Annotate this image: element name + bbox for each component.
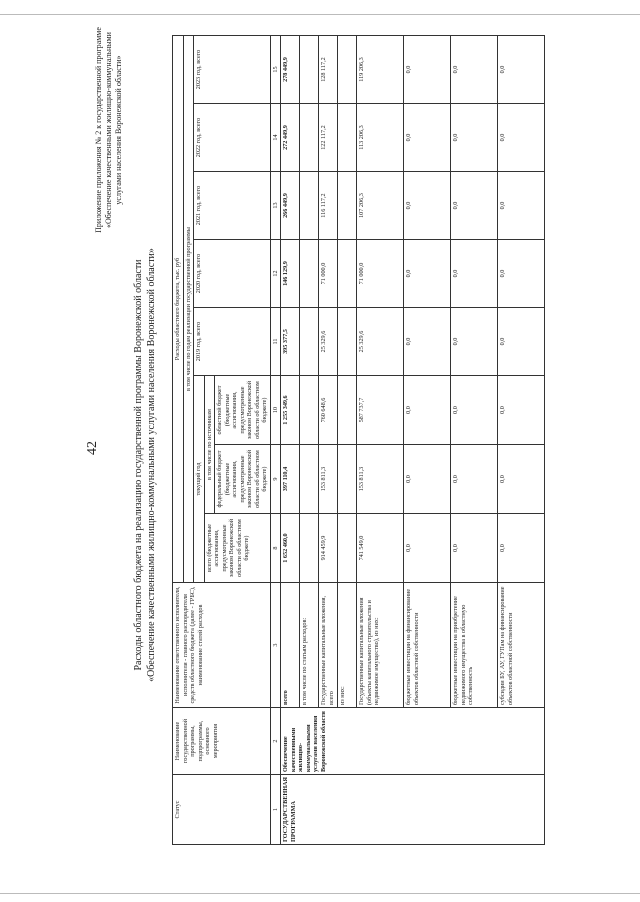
document-title bbox=[132, 195, 158, 735]
row-label: из них: bbox=[338, 583, 357, 708]
value-cell: 1 255 349,6 bbox=[281, 376, 300, 445]
header-executor: Наименование ответственного исполнителя, исполнителя - главного распорядителя средств областного бюджета (далее - ГРБС), наименование статей расходов bbox=[173, 583, 271, 708]
status-cell: ГОСУДАРСТВЕННАЯ ПРОГРАММА bbox=[281, 775, 545, 845]
column-number-2: 2 bbox=[270, 708, 281, 775]
value-cell: 0,0 bbox=[404, 376, 451, 445]
row-label: бюджетные инвестиции на финансирование объектов областной собственности bbox=[404, 583, 451, 708]
value-cell: 0,0 bbox=[451, 308, 498, 376]
header-status: Статус bbox=[173, 775, 271, 845]
header-total: всего (бюджетные ассигнования, предусмотренные законом Воронежской области об областном бюджете) bbox=[204, 514, 270, 583]
value-cell: 122 117,2 bbox=[319, 104, 338, 172]
value-cell bbox=[338, 445, 357, 514]
appendix-note: Приложение приложения № 2 к государственной программе «Обеспечение качественными жилищно-коммунальными услугами населения Воронежской области» bbox=[94, 27, 123, 233]
row-label: субсидии БУ, АУ, ГУПам на финансирование объектов областной собственности bbox=[498, 583, 545, 708]
row-label: всего bbox=[281, 583, 300, 708]
column-numbers-row bbox=[270, 36, 281, 845]
value-cell bbox=[338, 240, 357, 308]
title-line-2: «Обеспечение качественными жилищно-коммунальными услугами населения Воронежской области» bbox=[146, 248, 157, 682]
value-cell: 25 329,6 bbox=[357, 308, 404, 376]
value-cell: 0,0 bbox=[451, 104, 498, 172]
value-cell: 119 206,3 bbox=[357, 36, 404, 104]
value-cell: 272 449,9 bbox=[281, 104, 300, 172]
value-cell: 71 000,0 bbox=[319, 240, 338, 308]
column-number-14: 14 bbox=[270, 104, 281, 172]
header-2022: 2022 год, всего bbox=[194, 104, 271, 172]
value-cell bbox=[300, 240, 319, 308]
value-cell: 587 737,7 bbox=[357, 376, 404, 445]
value-cell: 153 811,3 bbox=[319, 445, 338, 514]
column-number-8: 8 bbox=[270, 514, 281, 583]
header-by-years: в том числе по годам реализации государственной программы bbox=[183, 36, 194, 583]
value-cell: 0,0 bbox=[404, 36, 451, 104]
expenses-table bbox=[172, 35, 545, 845]
value-cell bbox=[338, 104, 357, 172]
header-by-sources: в том числе по источникам bbox=[204, 376, 215, 514]
value-cell: 0,0 bbox=[451, 445, 498, 514]
value-cell: 0,0 bbox=[404, 514, 451, 583]
value-cell: 128 117,2 bbox=[319, 36, 338, 104]
value-cell: 146 129,9 bbox=[281, 240, 300, 308]
value-cell: 278 449,9 bbox=[281, 36, 300, 104]
value-cell bbox=[300, 172, 319, 240]
value-cell: 1 652 460,0 bbox=[281, 514, 300, 583]
value-cell: 0,0 bbox=[404, 308, 451, 376]
value-cell: 0,0 bbox=[498, 172, 545, 240]
header-expenses: Расходы областного бюджета, тыс. руб bbox=[173, 36, 184, 583]
value-cell: 741 549,0 bbox=[357, 514, 404, 583]
value-cell bbox=[300, 308, 319, 376]
value-cell: 397 110,4 bbox=[281, 445, 300, 514]
value-cell bbox=[300, 445, 319, 514]
column-number-13: 13 bbox=[270, 172, 281, 240]
program-name-cell: Обеспечение качественными жилищно-коммунальными услугами населения Воронежской области bbox=[281, 708, 545, 775]
table-row bbox=[281, 36, 300, 845]
header-2023: 2023 год, всего bbox=[194, 36, 271, 104]
value-cell: 914 459,9 bbox=[319, 514, 338, 583]
value-cell: 0,0 bbox=[451, 36, 498, 104]
value-cell: 0,0 bbox=[498, 36, 545, 104]
title-line-1: Расходы областного бюджета на реализацию государственной программы Воронежской области bbox=[133, 259, 144, 671]
row-label: в том числе по статьям расходов: bbox=[300, 583, 319, 708]
value-cell bbox=[300, 514, 319, 583]
value-cell bbox=[338, 308, 357, 376]
value-cell: 0,0 bbox=[498, 240, 545, 308]
value-cell: 0,0 bbox=[498, 514, 545, 583]
value-cell: 0,0 bbox=[451, 514, 498, 583]
value-cell: 0,0 bbox=[451, 376, 498, 445]
value-cell: 0,0 bbox=[404, 104, 451, 172]
value-cell: 0,0 bbox=[404, 172, 451, 240]
value-cell: 266 449,9 bbox=[281, 172, 300, 240]
header-program-name: Наименование государственной программы, подпрограммы, основного мероприятия bbox=[173, 708, 271, 775]
value-cell: 0,0 bbox=[498, 104, 545, 172]
value-cell: 153 811,3 bbox=[357, 445, 404, 514]
value-cell bbox=[338, 172, 357, 240]
value-cell: 0,0 bbox=[404, 445, 451, 514]
row-label: бюджетные инвестиции на приобретение недвижимого имущества в областную собственность bbox=[451, 583, 498, 708]
rotated-sheet bbox=[94, 25, 614, 845]
value-cell bbox=[338, 36, 357, 104]
header-2021: 2021 год, всего bbox=[194, 172, 271, 240]
value-cell: 0,0 bbox=[498, 308, 545, 376]
value-cell bbox=[300, 36, 319, 104]
column-number-12: 12 bbox=[270, 240, 281, 308]
scan-edge-top bbox=[0, 14, 640, 15]
column-number-9: 9 bbox=[270, 445, 281, 514]
header-2019: 2019 год, всего bbox=[194, 308, 271, 376]
scan-edge-bottom bbox=[0, 893, 640, 894]
value-cell bbox=[338, 376, 357, 445]
value-cell: 25 329,6 bbox=[319, 308, 338, 376]
column-number-10: 10 bbox=[270, 376, 281, 445]
value-cell bbox=[300, 104, 319, 172]
value-cell: 71 000,0 bbox=[357, 240, 404, 308]
column-number-3: 3 bbox=[270, 583, 281, 708]
value-cell bbox=[300, 376, 319, 445]
value-cell: 116 117,2 bbox=[319, 172, 338, 240]
value-cell: 0,0 bbox=[498, 376, 545, 445]
value-cell: 107 206,3 bbox=[357, 172, 404, 240]
value-cell: 0,0 bbox=[498, 445, 545, 514]
row-label: Государственные капитальные вложения, всего bbox=[319, 583, 338, 708]
column-number-11: 11 bbox=[270, 308, 281, 376]
header-current-year: текущий год bbox=[194, 376, 205, 583]
value-cell: 760 648,6 bbox=[319, 376, 338, 445]
header-federal: федеральный бюджет (бюджетные ассигнования, предусмотренные законом Воронежской области об областном бюджете) bbox=[215, 445, 271, 514]
header-2020: 2020 год, всего bbox=[194, 240, 271, 308]
page-number: 42 bbox=[85, 441, 100, 455]
value-cell bbox=[338, 514, 357, 583]
value-cell: 113 206,3 bbox=[357, 104, 404, 172]
value-cell: 0,0 bbox=[451, 172, 498, 240]
column-number-15: 15 bbox=[270, 36, 281, 104]
value-cell: 0,0 bbox=[451, 240, 498, 308]
row-label: Государственные капитальные вложения (объекты капитального строительства и недвижимое имущество), из них: bbox=[357, 583, 404, 708]
column-number-1: 1 bbox=[270, 775, 281, 845]
header-regional: областной бюджет (бюджетные ассигнования, предусмотренные законом Воронежской области об областном бюджете) bbox=[215, 376, 271, 445]
value-cell: 395 377,5 bbox=[281, 308, 300, 376]
value-cell: 0,0 bbox=[404, 240, 451, 308]
